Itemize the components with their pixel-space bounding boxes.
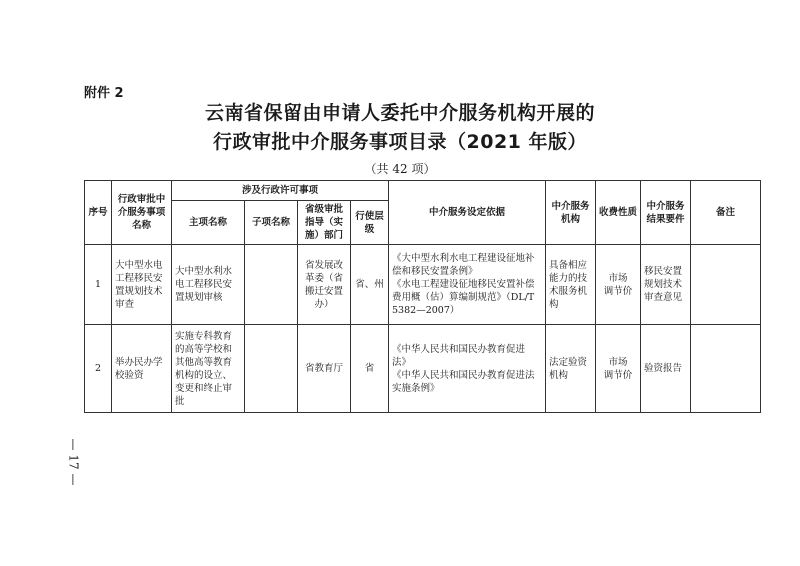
page-title-line-2: 行政审批中介服务事项目录（2021 年版）: [213, 131, 587, 153]
cell-remarks: [691, 245, 761, 325]
cell-fee: 市场 调节价: [596, 325, 641, 413]
cell-sub-item: [245, 245, 298, 325]
cell-level: 省、州: [351, 245, 389, 325]
table-row: [85, 325, 761, 413]
cell-main-item: 大中型水利水电工程移民安置规划审核: [172, 245, 245, 325]
cell-fee: 市场 调节价: [596, 245, 641, 325]
cell-province-dept: 省发展改革委（省搬迁安置办）: [298, 245, 351, 325]
cell-item-name: 举办民办学校验资: [112, 325, 172, 413]
header-fee: 收费性质: [596, 181, 641, 245]
cell-result: 移民安置规划技术审查意见: [641, 245, 691, 325]
cell-level: 省: [351, 325, 389, 413]
header-result: 中介服务结果要件: [641, 181, 691, 245]
cell-basis: 《中华人民共和国民办教育促进法》 《中华人民共和国民办教育促进法实施条例》: [389, 325, 546, 413]
cell-remarks: [691, 325, 761, 413]
header-permit-group: 涉及行政许可事项: [172, 181, 389, 201]
page-number-text: — 17 —: [66, 438, 80, 486]
header-remarks: 备注: [691, 181, 761, 245]
header-seq: 序号: [85, 181, 112, 245]
cell-sub-item: [245, 325, 298, 413]
cell-agency: 法定验资机构: [546, 325, 596, 413]
header-basis: 中介服务设定依据: [389, 181, 546, 245]
header-main-item: 主项名称: [172, 201, 245, 245]
cell-seq: 2: [85, 325, 112, 413]
header-level: 行使层级: [351, 201, 389, 245]
attachment-label: 附件 2: [84, 86, 124, 101]
cell-province-dept: 省教育厅: [298, 325, 351, 413]
table-row: [85, 245, 761, 325]
item-count-note: （共 42 项）: [364, 162, 436, 176]
cell-seq: 1: [85, 245, 112, 325]
cell-item-name: 大中型水电工程移民安置规划技术审查: [112, 245, 172, 325]
cell-main-item: 实施专科教育的高等学校和其他高等教育机构的设立、变更和终止审批: [172, 325, 245, 413]
service-catalog-table: [84, 180, 761, 413]
cell-basis: 《大中型水利水电工程建设征地补偿和移民安置条例》 《水电工程建设征地移民安置补偿费用概（估）算编制规范》（DL/T 5382—2007）: [389, 245, 546, 325]
header-sub-item: 子项名称: [245, 201, 298, 245]
header-province-dept: 省级审批指导（实施）部门: [298, 201, 351, 245]
header-agency: 中介服务机构: [546, 181, 596, 245]
table-header-row-1: [85, 181, 761, 201]
page-title-line-1: 云南省保留由申请人委托中介服务机构开展的: [204, 102, 595, 124]
cell-agency: 具备相应能力的技术服务机构: [546, 245, 596, 325]
cell-result: 验资报告: [641, 325, 691, 413]
header-item-name: 行政审批中介服务事项名称: [112, 181, 172, 245]
page-number: [66, 432, 80, 492]
